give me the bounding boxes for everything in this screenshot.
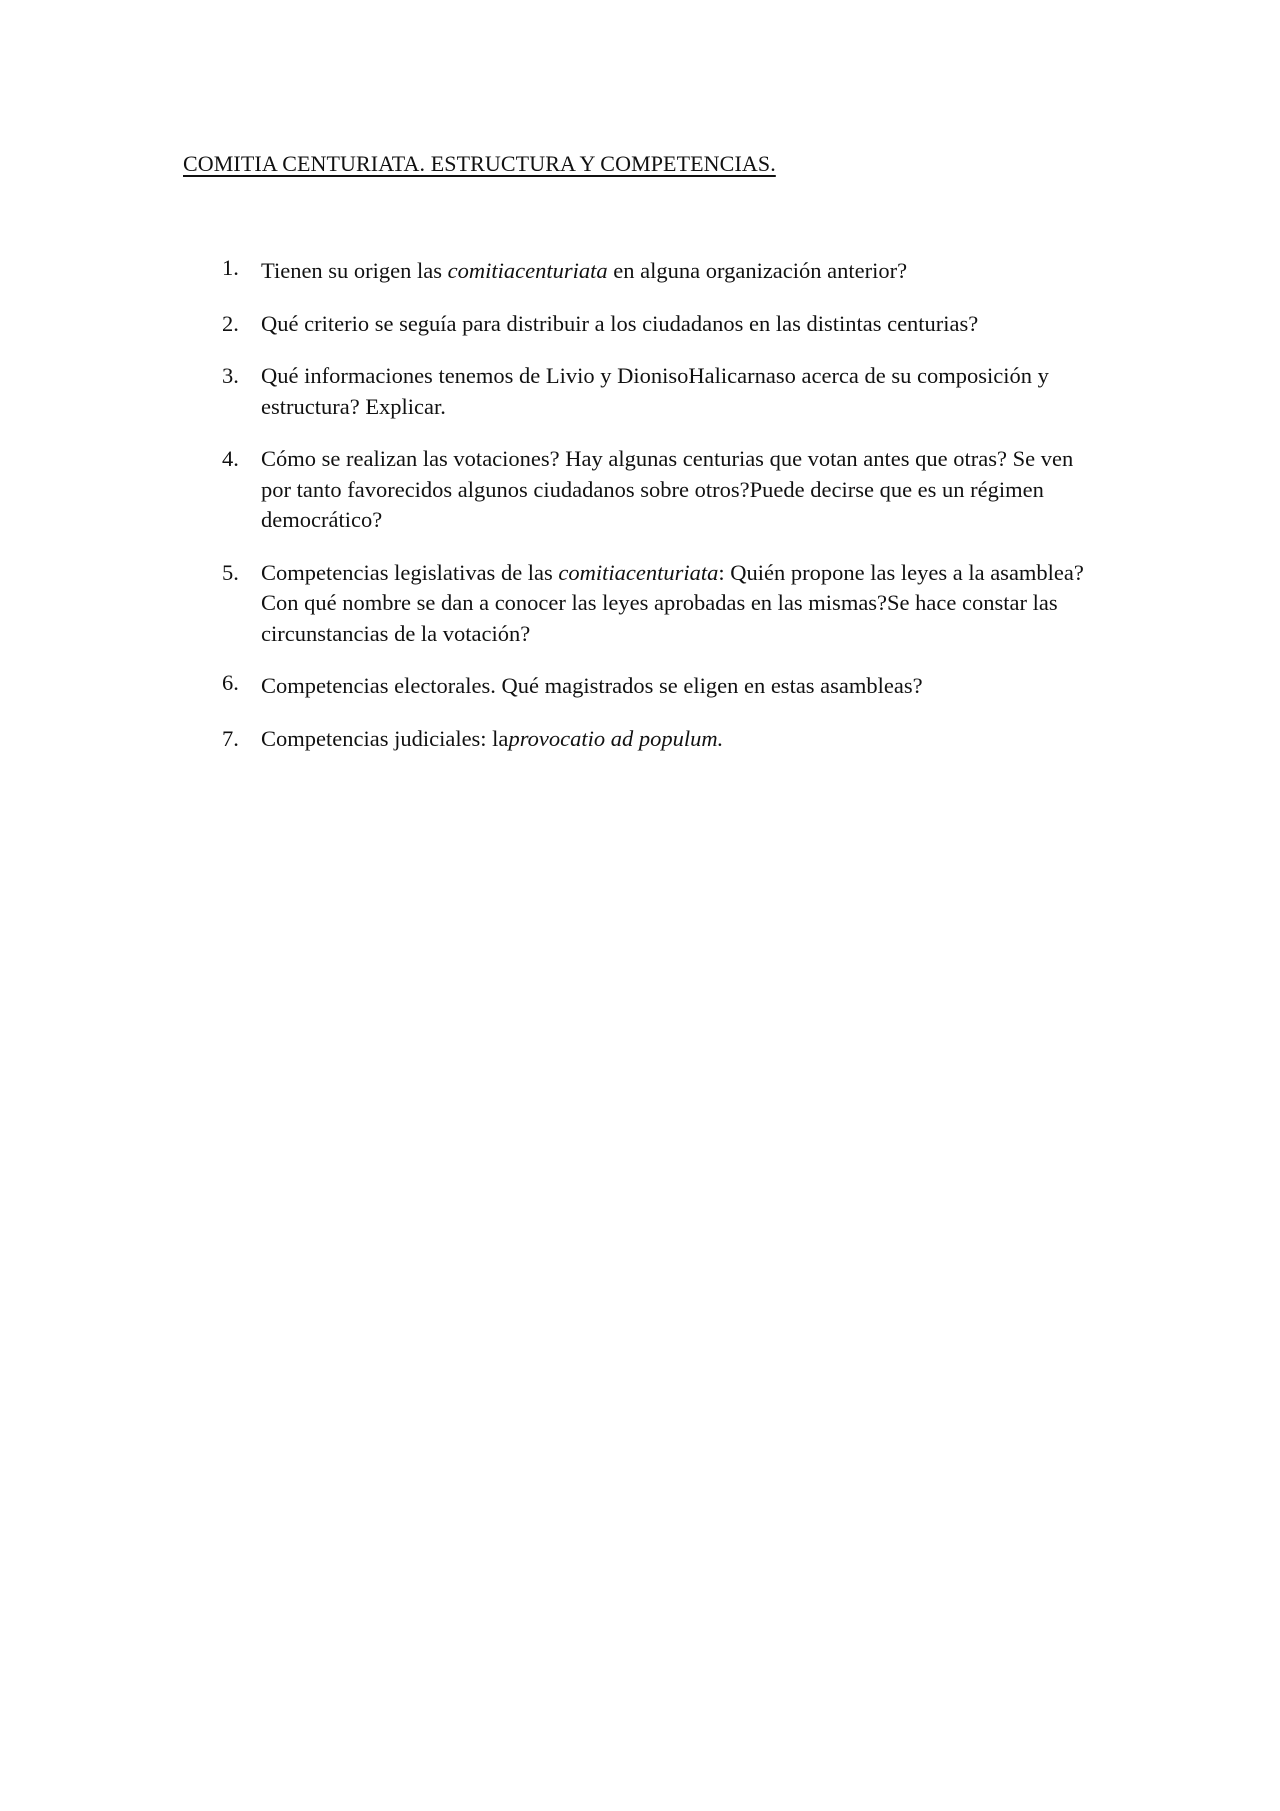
question-text: Tienen su origen las comitiacenturiata en alguna organización anterior?	[261, 258, 908, 283]
question-number: 5.	[222, 559, 239, 585]
question-text: Qué informaciones tenemos de Livio y DionisoHalicarnaso acerca de su composición y estructura? Explicar.	[261, 363, 1049, 419]
question-number: 1.	[222, 255, 239, 280]
question-text: Competencias judiciales: laprovocatio ad populum.	[261, 725, 724, 751]
italic-term: comitiacenturiata	[447, 258, 608, 283]
question-number: 7.	[222, 725, 239, 751]
question-number: 3.	[222, 363, 239, 388]
question-list	[222, 256, 1094, 776]
question-number: 2.	[222, 310, 239, 336]
question-item-7	[222, 724, 1094, 755]
question-text: Cómo se realizan las votaciones? Hay algunas centurias que votan antes que otras? Se ven por tanto favorecidos algunos ciudadanos sobre otros?Puede decirse que es un régimen democrático?	[261, 446, 1074, 532]
question-text: Competencias legislativas de las comitiacenturiata: Quién propone las leyes a la asamblea?Con qué nombre se dan a conocer las leyes aprobadas en las mismas?Se hace constar las circunstancias de la votación?	[261, 559, 1084, 646]
question-text: Qué criterio se seguía para distribuir a los ciudadanos en las distintas centurias?	[261, 310, 979, 336]
page-title: COMITIA CENTURIATA. ESTRUCTURA Y COMPETENCIAS.	[183, 151, 776, 176]
question-number: 4.	[222, 446, 239, 471]
question-item-5	[222, 558, 1094, 650]
italic-term: comitiacenturiata	[558, 559, 719, 585]
question-text: Competencias electorales. Qué magistrados se eligen en estas asambleas?	[261, 673, 923, 698]
question-item-3	[222, 361, 1094, 422]
question-number: 6.	[222, 670, 239, 695]
question-item-6	[222, 671, 1094, 702]
italic-term: provocatio ad populum	[508, 725, 718, 751]
question-item-4	[222, 444, 1094, 536]
question-item-2	[222, 309, 1094, 340]
question-item-1	[222, 256, 1094, 287]
